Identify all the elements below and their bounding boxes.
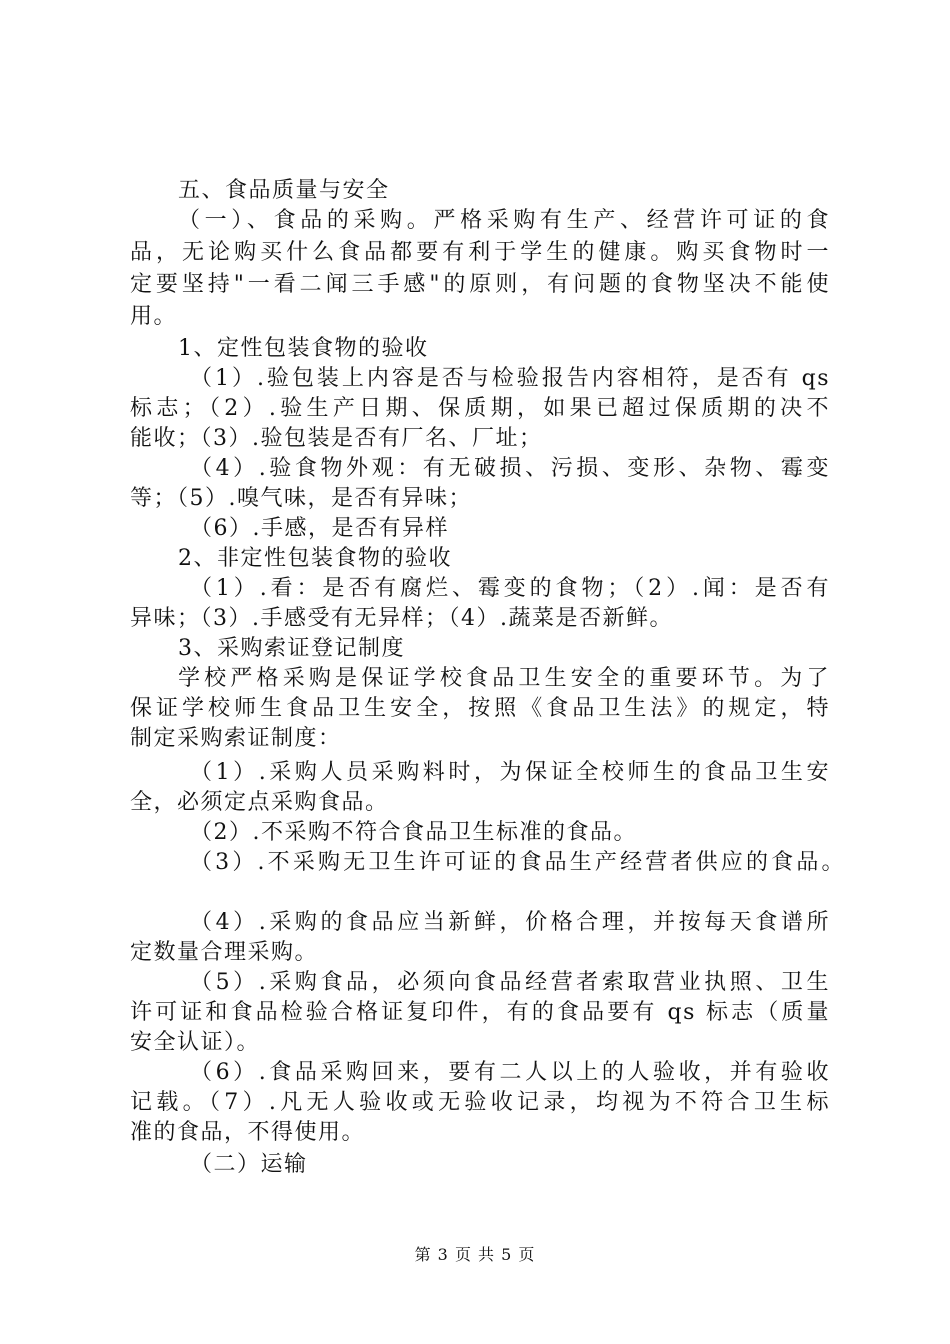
paragraph-line: 定数量合理采购。 (130, 940, 319, 965)
paragraph-line: 等；（5）.嗅气味，是否有异味； (130, 486, 472, 511)
paragraph-line: 异味；（3）.手感受有无异样；（4）.蔬菜是否新鲜。 (130, 606, 673, 631)
section-heading: 五、食品质量与安全 (178, 178, 390, 203)
paragraph-line: 准的食品，不得使用。 (130, 1120, 366, 1145)
paragraph-line: 许可证和食品检验合格证复印件，有的食品要有 qs 标志（质量 (130, 1000, 830, 1025)
paragraph-line: 记载。（7）.凡无人验收或无验收记录，均视为不符合卫生标 (130, 1090, 830, 1115)
paragraph-line: 制定采购索证制度： (130, 726, 342, 751)
paragraph-line: （2）.不采购不符合食品卫生标准的食品。 (190, 820, 637, 845)
paragraph-line: （6）.手感，是否有异样 (190, 516, 449, 541)
paragraph-line: 定要坚持"一看二闻三手感"的原则，有问题的食物坚决不能使 (130, 272, 830, 297)
paragraph-line: 全，必须定点采购食品。 (130, 790, 389, 815)
paragraph-line: （1）.采购人员采购料时，为保证全校师生的食品卫生安 (190, 760, 830, 785)
paragraph-line: （1）.看：是否有腐烂、霉变的食物；（2）.闻：是否有 (190, 576, 830, 601)
paragraph-line: 能收；（3）.验包装是否有厂名、厂址； (130, 426, 543, 451)
paragraph-line: （1）.验包装上内容是否与检验报告内容相符，是否有 qs (190, 366, 830, 391)
paragraph-line: 标志；（2）.验生产日期、保质期，如果已超过保质期的决不 (130, 396, 830, 421)
page-footer: 第 3 页 共 5 页 (414, 1245, 536, 1264)
paragraph-line: 保证学校师生食品卫生安全，按照《食品卫生法》的规定，特 (130, 696, 830, 721)
paragraph-line: （5）.采购食品，必须向食品经营者索取营业执照、卫生 (190, 970, 830, 995)
paragraph-line: 学校严格采购是保证学校食品卫生安全的重要环节。为了 (178, 666, 830, 691)
subsection-heading: 2、非定性包装食物的验收 (178, 546, 452, 571)
subsection-heading: 3、采购索证登记制度 (178, 636, 405, 661)
paragraph-line: （3）.不采购无卫生许可证的食品生产经营者供应的食品。 (190, 850, 845, 875)
paragraph-line: 品，无论购买什么食品都要有利于学生的健康。购买食物时一 (130, 240, 830, 265)
paragraph-line: （6）.食品采购回来，要有二人以上的人验收，并有验收 (190, 1060, 830, 1085)
section-heading: （二）运输 (190, 1152, 308, 1177)
paragraph-line: 安全认证）。 (130, 1030, 261, 1055)
paragraph-line: 用。 (130, 304, 178, 329)
paragraph-line: （一）、食品的采购。严格采购有生产、经营许可证的食 (178, 208, 830, 233)
subsection-heading: 1、定性包装食物的验收 (178, 336, 429, 361)
paragraph-line: （4）.采购的食品应当新鲜，价格合理，并按每天食谱所 (190, 910, 830, 935)
paragraph-line: （4）.验食物外观：有无破损、污损、变形、杂物、霉变 (190, 456, 830, 481)
